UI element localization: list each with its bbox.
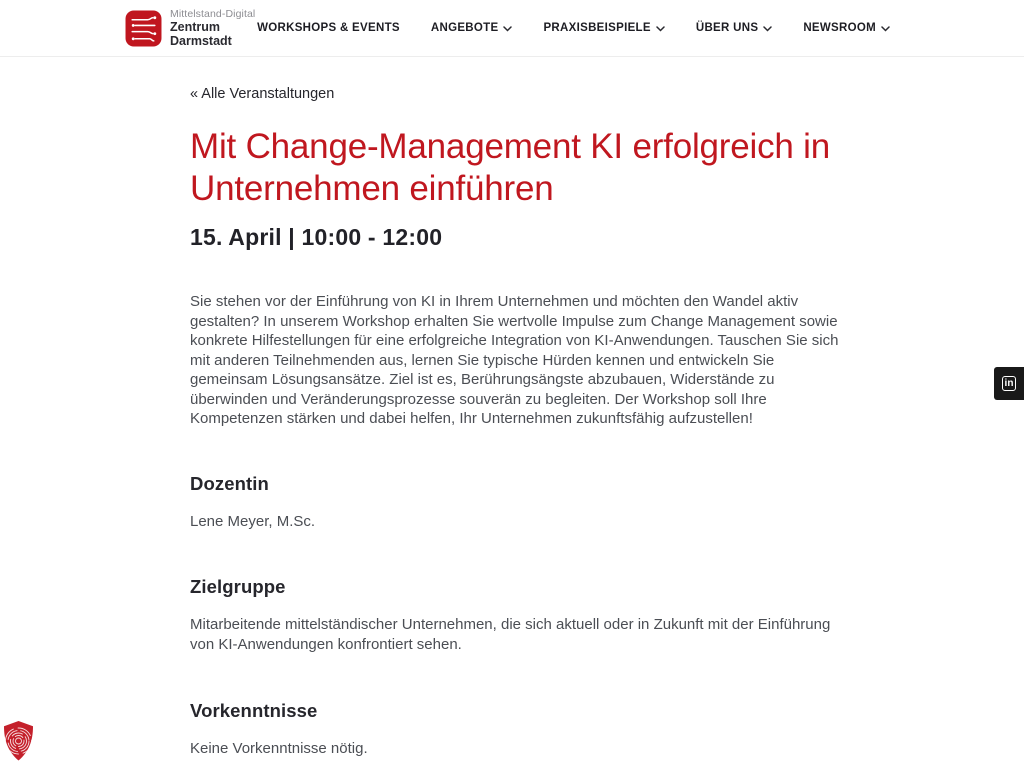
- brand-logo-link[interactable]: [125, 8, 255, 49]
- event-description: Sie stehen vor der Einführung von KI in Ihrem Unternehmen und möchten den Wandel aktiv gestalten? In unserem Workshop erhalten Sie wertvolle Impulse zum Change Management sowie konkrete Hilfestellungen für eine erfolgreiche Integration von KI-Anwendungen. Tauschen Sie sich mit anderen Teilnehmenden aus, lernen Sie typische Hürden kennen und entwickeln Sie gemeinsam Lösungsansätze. Ziel ist es, Berührungsängste abzubauen, Widerstände zu überwinden und Veränderungsprozesse souverän zu begleiten. Der Workshop soll Ihre Kompetenzen stärken und dabei helfen, Ihr Unternehmen zukunftsfähig aufzustellen!: [190, 293, 839, 428]
- section-heading: Zielgruppe: [190, 576, 286, 598]
- nav-item-angebote[interactable]: [431, 22, 513, 34]
- nav-label: NEWSROOM: [803, 22, 876, 34]
- nav-label: PRAXISBEISPIELE: [543, 22, 651, 34]
- privacy-shield-button[interactable]: [2, 720, 35, 762]
- main-navigation: [257, 22, 890, 34]
- chevron-down-icon: [881, 26, 890, 32]
- nav-item-praxisbeispiele[interactable]: [543, 22, 664, 34]
- event-detail-content: [190, 85, 852, 759]
- nav-label: ÜBER UNS: [695, 22, 759, 34]
- nav-label: ANGEBOTE: [430, 22, 499, 34]
- brand-wordmark: [170, 8, 255, 49]
- nav-item-newsroom[interactable]: [803, 22, 890, 34]
- page-title: Mit Change-Management KI erfolgreich in Unternehmen einführen: [190, 127, 831, 208]
- circuit-logo-icon: [125, 10, 162, 47]
- section-text: Lene Meyer, M.Sc.: [190, 512, 316, 530]
- back-to-events-link[interactable]: « Alle Veranstaltungen: [190, 86, 335, 102]
- nav-item-ueber-uns[interactable]: [696, 22, 772, 34]
- brand-line-program: Mittelstand-Digital: [170, 7, 256, 20]
- nav-item-workshops-events[interactable]: [257, 22, 400, 34]
- section-vorkenntnisse: [190, 700, 852, 759]
- nav-label: WORKSHOPS & EVENTS: [257, 22, 400, 34]
- chevron-down-icon: [656, 26, 665, 32]
- fingerprint-shield-icon: [2, 720, 35, 762]
- event-datetime: 15. April | 10:00 - 12:00: [190, 224, 443, 251]
- linkedin-icon: in: [1002, 376, 1017, 391]
- section-dozentin: [190, 473, 852, 532]
- section-heading: Vorkenntnisse: [190, 699, 318, 721]
- site-header: [0, 0, 1024, 57]
- chevron-down-icon: [503, 26, 512, 32]
- section-text: Mitarbeitende mittelständischer Unternehmen, die sich aktuell oder in Zukunft mit der Einführung von KI-Anwendungen konfrontiert sehen.: [190, 616, 831, 654]
- brand-line-city: Darmstadt: [170, 34, 232, 49]
- chevron-down-icon: [763, 26, 772, 32]
- section-text: Keine Vorkenntnisse nötig.: [190, 739, 368, 757]
- linkedin-share-button[interactable]: [994, 367, 1024, 400]
- section-heading: Dozentin: [190, 472, 269, 494]
- section-zielgruppe: [190, 576, 852, 656]
- brand-line-zentrum: Zentrum: [170, 20, 220, 35]
